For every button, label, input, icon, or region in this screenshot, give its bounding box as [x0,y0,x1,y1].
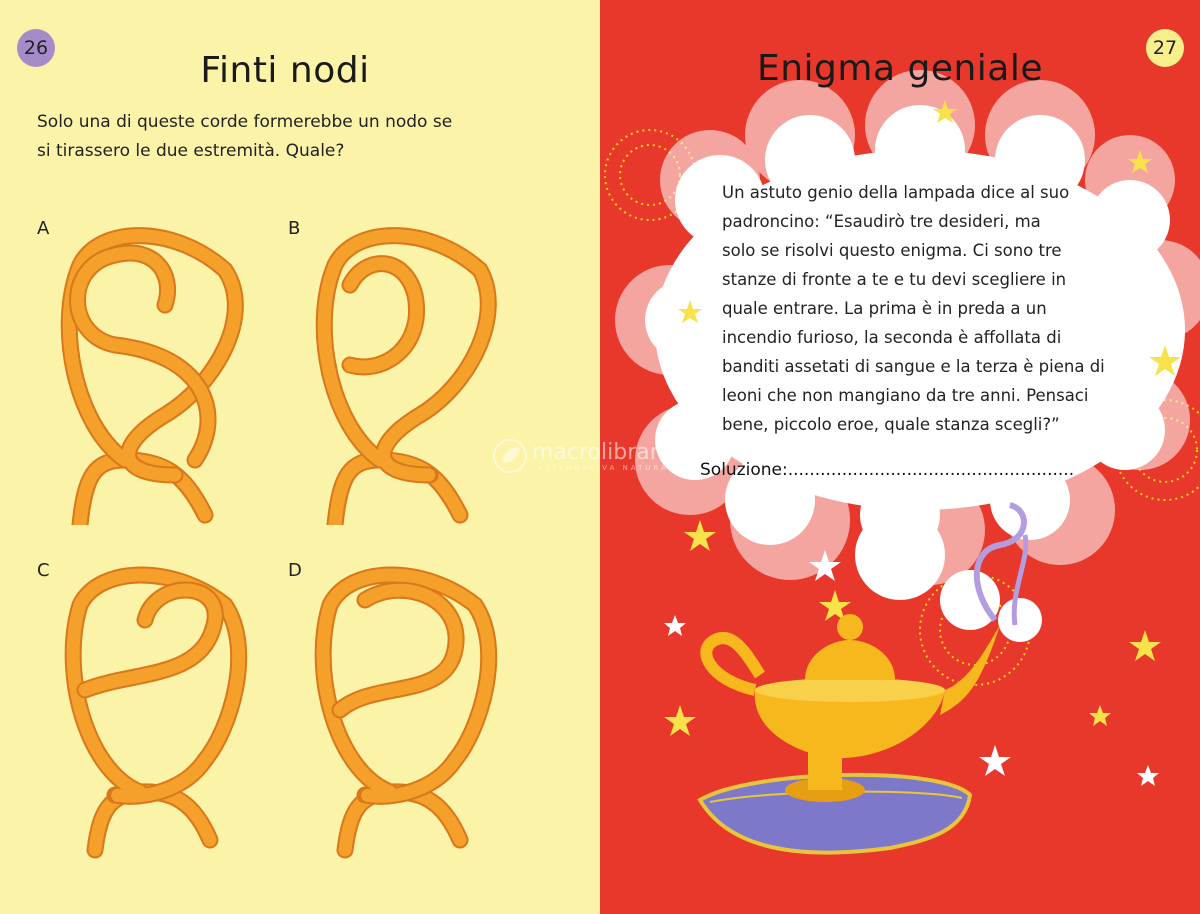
solution-line [700,460,1074,480]
riddle-line: Un astuto genio della lampada dice al suo [722,183,1070,202]
option-label-c: C [37,560,50,581]
riddle-line: solo se risolvi questo enigma. Ci sono tre [722,241,1062,260]
option-label-d: D [288,560,302,581]
intro-line: Solo una di queste corde formerebbe un nodo se [37,112,453,132]
riddle-line: quale entrare. La prima è in preda a un [722,299,1047,318]
riddle-line: stanze di fronte a te e tu devi scegliere in [722,270,1067,289]
solution-label: Soluzione: [700,460,788,480]
rope-knot-b-icon [305,225,505,525]
riddle-line: leoni che non mangiano da tre anni. Pensaci [722,386,1089,405]
intro-line: si tirassero le due estremità. Quale? [37,141,345,161]
rope-knot-c-icon [55,560,255,860]
watermark-tagline: ALTERNATIVA NATURALE [538,464,684,472]
page-title: Enigma geniale [756,48,1044,89]
rope-knot-d-icon [305,560,505,860]
option-label-b: B [288,218,301,239]
riddle-line: bene, piccolo eroe, quale stanza scegli?” [722,415,1060,434]
page-number: 27 [1152,37,1178,59]
page-number: 26 [23,37,49,59]
watermark-name: macrolibrarsi [532,440,677,465]
rope-knot-a-icon [55,225,255,525]
riddle-line: padroncino: “Esaudirò tre desideri, ma [722,212,1041,231]
solution-blank[interactable]: ..................................................... [787,460,1075,480]
leaf-logo-icon [490,436,530,476]
riddle-text [722,178,1122,439]
riddle-line: incendio furioso, la seconda è affollata di [722,328,1062,347]
option-label-a: A [37,218,50,239]
page-title: Finti nodi [200,50,370,91]
riddle-line: banditi assetati di sangue e la terza è piena di [722,357,1105,376]
watermark [490,436,720,476]
intro-text [37,108,537,166]
